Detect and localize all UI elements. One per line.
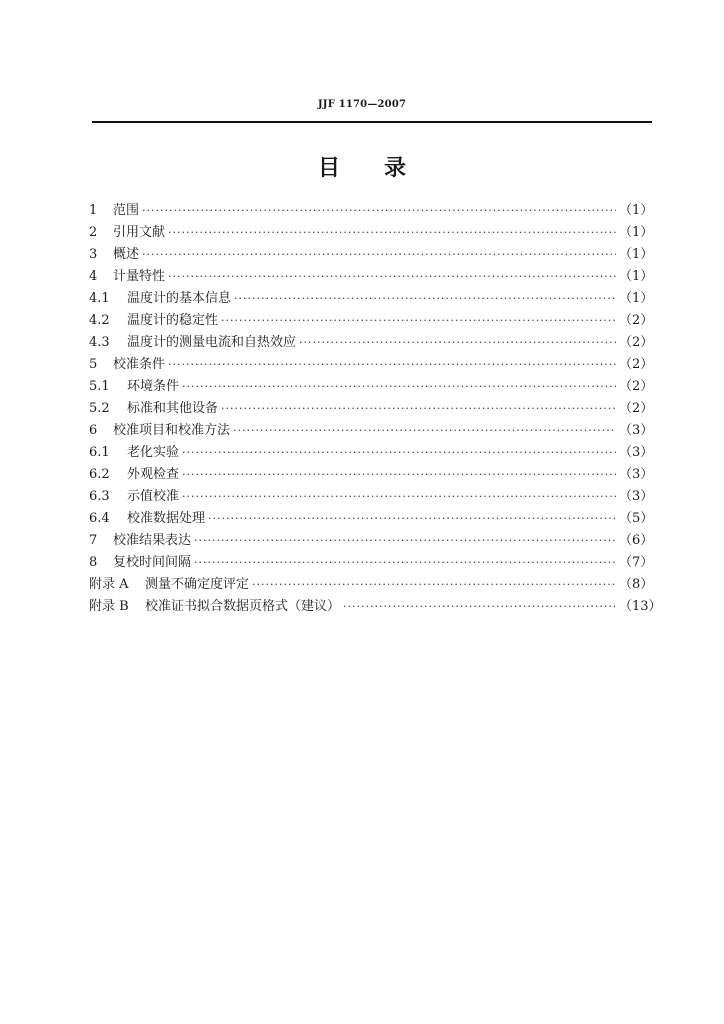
toc-entry-number: 4: [89, 269, 98, 284]
toc-entry-page: （1）: [619, 247, 654, 262]
toc-entry-leader: [168, 266, 616, 288]
toc-entry-number: 6.3: [89, 489, 110, 504]
toc-entry-number: 6.1: [89, 445, 110, 460]
toc-entry-leader: [182, 486, 616, 508]
toc-entry-number: 1: [89, 203, 98, 218]
toc-entry[interactable]: [89, 354, 653, 376]
toc-entry-number: 3: [89, 247, 98, 262]
toc-entry[interactable]: [89, 420, 653, 442]
toc-entry-page: （3）: [619, 423, 654, 438]
toc-entry-page: （1）: [619, 291, 654, 306]
toc-entry-title: 校准数据处理: [127, 511, 206, 526]
toc-entry-title: 标准和其他设备: [127, 401, 219, 416]
toc-entry-number: 6: [89, 423, 98, 438]
toc-entry-title: 温度计的稳定性: [127, 313, 219, 328]
toc-entry-page: （1）: [619, 269, 654, 284]
toc-entry-page: （2）: [619, 357, 654, 372]
toc-entry-title: 校准条件: [113, 357, 166, 372]
toc-entry-page: （8）: [619, 577, 654, 592]
toc-entry-leader: [343, 596, 616, 618]
toc-entry-page: （3）: [619, 489, 654, 504]
toc-entry-number: 附录 A: [89, 577, 129, 592]
toc-entry-leader: [221, 398, 616, 420]
toc-list: [89, 200, 662, 618]
toc-entry-page: （6）: [619, 533, 654, 548]
toc-entry-title: 校准结果表达: [113, 533, 192, 548]
toc-entry-page: （3）: [619, 445, 654, 460]
toc-entry-page: （7）: [619, 555, 654, 570]
toc-entry-leader: [234, 288, 616, 310]
toc-entry-leader: [168, 354, 616, 376]
toc-entry-title: 温度计的基本信息: [127, 291, 232, 306]
toc-entry-number: 5: [89, 357, 98, 372]
toc-entry-title: 测量不确定度评定: [145, 577, 250, 592]
toc-entry[interactable]: [89, 442, 653, 464]
toc-entry[interactable]: [89, 332, 653, 354]
toc-entry-leader: [182, 464, 616, 486]
toc-entry-title: 环境条件: [127, 379, 180, 394]
toc-entry-title: 外观检查: [127, 467, 180, 482]
toc-entry[interactable]: [89, 574, 653, 596]
toc-title-char-2: 录: [384, 156, 407, 181]
toc-entry[interactable]: [89, 398, 653, 420]
toc-entry-leader: [182, 442, 616, 464]
toc-entry-leader: [168, 222, 616, 244]
toc-entry-title: 范围: [113, 203, 140, 218]
toc-entry-title: 校准项目和校准方法: [113, 423, 231, 438]
toc-entry-page: （2）: [619, 401, 654, 416]
toc-entry-number: 附录 B: [89, 599, 129, 614]
toc-entry-number: 4.1: [89, 291, 110, 306]
toc-entry[interactable]: [89, 508, 653, 530]
toc-entry-leader: [208, 508, 616, 530]
toc-entry-title: 复校时间间隔: [113, 555, 192, 570]
toc-entry[interactable]: [89, 376, 653, 398]
toc-entry-page: （1）: [619, 203, 654, 218]
toc-title: [0, 151, 724, 182]
toc-entry-number: 8: [89, 555, 98, 570]
toc-entry-leader: [142, 200, 616, 222]
toc-entry-title: 计量特性: [113, 269, 166, 284]
toc-entry-number: 6.2: [89, 467, 110, 482]
toc-entry-page: （2）: [619, 335, 654, 350]
toc-entry-number: 2: [89, 225, 98, 240]
toc-entry-leader: [252, 574, 616, 596]
toc-entry[interactable]: [89, 552, 653, 574]
toc-entry-number: 4.2: [89, 313, 110, 328]
toc-entry[interactable]: [89, 288, 653, 310]
toc-entry-page: （5）: [619, 511, 654, 526]
toc-entry[interactable]: [89, 244, 653, 266]
toc-entry-title: 温度计的测量电流和自热效应: [127, 335, 297, 350]
toc-entry-number: 6.4: [89, 511, 110, 526]
toc-entry[interactable]: [89, 530, 653, 552]
toc-entry-leader: [194, 530, 616, 552]
page-header: JJF 1170—2007: [317, 99, 407, 110]
toc-entry[interactable]: [89, 266, 653, 288]
toc-entry[interactable]: [89, 596, 662, 618]
toc-entry[interactable]: [89, 310, 653, 332]
toc-entry-title: 引用文献: [113, 225, 166, 240]
header-rule: [92, 121, 652, 123]
toc-entry-leader: [221, 310, 616, 332]
toc-entry-page: （13）: [619, 599, 662, 614]
toc-entry-leader: [182, 376, 616, 398]
toc-entry-page: （2）: [619, 379, 654, 394]
toc-entry[interactable]: [89, 222, 653, 244]
toc-entry-title: 老化实验: [127, 445, 180, 460]
toc-entry-leader: [142, 244, 616, 266]
toc-entry-leader: [299, 332, 616, 354]
toc-entry-number: 4.3: [89, 335, 110, 350]
toc-entry-title: 校准证书拟合数据页格式（建议）: [145, 599, 341, 614]
toc-entry-title: 示值校准: [127, 489, 180, 504]
toc-entry-leader: [233, 420, 616, 442]
toc-entry[interactable]: [89, 200, 653, 222]
toc-entry-number: 5.2: [89, 401, 110, 416]
toc-entry-number: 7: [89, 533, 98, 548]
toc-entry-number: 5.1: [89, 379, 110, 394]
toc-entry-title: 概述: [113, 247, 140, 262]
toc-entry-leader: [194, 552, 616, 574]
toc-entry-page: （2）: [619, 313, 654, 328]
toc-entry-page: （3）: [619, 467, 654, 482]
toc-entry-page: （1）: [619, 225, 654, 240]
toc-title-char-1: 目: [317, 156, 340, 181]
toc-entry[interactable]: [89, 486, 653, 508]
toc-entry[interactable]: [89, 464, 653, 486]
